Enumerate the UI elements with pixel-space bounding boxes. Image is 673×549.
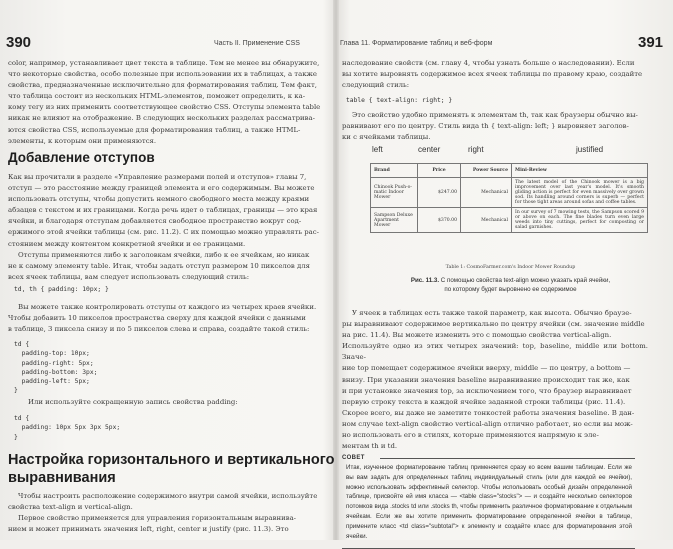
heading-line: выравнивания xyxy=(8,469,116,486)
table-cell: Mechanical xyxy=(461,208,512,233)
text-line: наследование свойств (см. главу 4, чтобы узнать больше о наследовании). Если xyxy=(342,59,635,67)
right-para2 xyxy=(342,110,648,143)
label-right: right xyxy=(468,145,484,154)
label-center: center xyxy=(418,145,441,154)
text-line: ки с ячейками таблицы. xyxy=(342,133,431,142)
heading-line: Настройка горизонтального и вертикального xyxy=(8,452,335,468)
text-line: что таблица состоит из нескольких HTML-элементов, поможет определить, к ка- xyxy=(8,92,306,101)
text-line: элементы, к которым они применяются. xyxy=(8,136,157,145)
table-row xyxy=(371,178,648,208)
left-header xyxy=(6,34,31,52)
text-line: отступ — это расстояние между границей элемента и его содержимым. Вы можете xyxy=(8,184,315,193)
table-cell: Chinook Push-o-matic Indoor Mower xyxy=(371,178,418,208)
tip-label: СОВЕТ xyxy=(342,455,365,461)
left-para3 xyxy=(8,302,325,335)
text-line: ном случае text-align свойство vertical-align отлично работает, но если вы мож- xyxy=(342,419,633,428)
text-line: что некоторые свойства, особо полезные при использовании их в таблицах, а также xyxy=(8,70,317,79)
text-line: Это свойство удобно применять к элементам th, так как браузеры обычно вы- xyxy=(352,111,638,119)
table-header: Price xyxy=(418,164,461,178)
text-line: никак не влияют на отображение. В следующих нескольких разделах рассматрива- xyxy=(8,114,315,123)
label-left: left xyxy=(372,145,383,154)
right-running-head: Глава 11. Форматирование таблиц и веб-форм xyxy=(340,40,493,47)
right-intro xyxy=(342,58,648,91)
text-line: Первое свойство применяется для управления горизонтальным выравнива- xyxy=(18,514,297,523)
left-running-head: Часть II. Применение CSS xyxy=(214,40,300,47)
table-header-row xyxy=(371,164,648,178)
text-line: Чтобы добавить 10 пикселов пространства сверху для каждой ячейки с данными xyxy=(8,314,306,323)
figure-number: Рис. 11.3. xyxy=(410,277,440,284)
text-line: но использовать его в стилях, которые применяются напрямую к эле- xyxy=(342,431,599,440)
text-line: ячейки, и благодаря отступам добавляется свободное пространство вокруг сод- xyxy=(8,217,302,226)
text-line: ются свойства CSS, используемые для форматирования таблиц, а также HTML- xyxy=(8,125,301,134)
caption-line: по которому будет выровнено ее содержимое xyxy=(444,285,577,293)
text-line: внизу. При указании значения baseline выравнивание происходит так же, как xyxy=(342,375,630,384)
text-line: свойства, предназначенные исключительно для форматирования таблиц. Тем факт, xyxy=(8,81,317,90)
left-para4 xyxy=(18,397,318,408)
code-sample-right: table { text-align: right; } xyxy=(346,97,453,104)
right-para3 xyxy=(342,308,648,452)
figure-alignment-labels xyxy=(358,145,663,157)
table-cell: Mechanical xyxy=(461,178,512,208)
table-header: Power Source xyxy=(461,164,512,178)
figure-11-3 xyxy=(358,145,663,293)
text-line: абзацев с текстом и их границами. Когда речь идет о таблицах, границы — это края xyxy=(8,206,318,215)
right-page-number: 391 xyxy=(638,34,664,51)
table-row xyxy=(371,208,648,233)
right-page xyxy=(338,0,673,540)
text-line: ры выравнивают содержимое вертикально по центру ячейки (см. значение middle xyxy=(342,320,645,329)
text-line: в таблице, 3 пиксела снизу и по 5 пикселов слева и справа, создайте такой стиль: xyxy=(8,325,310,334)
label-justified: justified xyxy=(576,145,604,154)
text-line: Или используйте сокращенную запись свойства padding: xyxy=(28,398,238,406)
text-line: первую строку текста в каждой ячейке заданной строки таблицы (рис. 11.4). xyxy=(342,397,626,406)
table-cell: $247.00 xyxy=(418,178,461,208)
left-section1-text xyxy=(8,172,325,283)
text-line: кому тегу из них применить соответствующее свойство CSS. Отступы элемента table xyxy=(8,103,321,112)
section-heading-padding: Добавление отступов xyxy=(8,150,155,165)
left-intro xyxy=(8,58,325,147)
table-header: Mini-Review xyxy=(512,164,648,178)
figure-caption xyxy=(358,277,663,294)
code-sample-3: td { padding: 10px 5px 3px 5px; } xyxy=(14,415,121,441)
text-line: Скорее всего, вы даже не заметите тонкостей работы значения baseline. В дан- xyxy=(342,408,635,417)
text-line: нием и может принимать значения left, right, center и justify (рис. 11.3). Это xyxy=(8,525,289,534)
text-line: color, например, устанавливает цвет текста в таблице. Тем не менее вы обнаружите, xyxy=(8,59,320,67)
text-line: ержимого этой ячейки таблицы (см. рис. 11.2). С их помощью можно управлять рас- xyxy=(8,228,319,237)
text-line: не к самому элементу table. Итак, чтобы задать отступ размером 10 пикселов для xyxy=(8,261,310,270)
text-line: ментам th и td. xyxy=(342,442,398,451)
text-line: вы хотите выровнять содержимое всех ячеек таблицы по правому краю, создайте xyxy=(342,70,643,79)
right-header xyxy=(638,34,663,52)
tip-text: Итак, изученное форматирование таблиц применяется сразу ко всем вашим таблицам. Если же вы вам задать для определенных таблиц индивидуальный стиль (или для каждой ее ячейки), можно использовать эффективный селектор. Чтобы использовать особый дизайн определенной таблице, присвойте ей имя класса — <table class="stocks"> — и создайте несколько селекторов потомков вида .stocks td или .stocks th, чтобы применить различное форматирование к отдельным ячейкам. Если же вы хотите применить форматирование определенной ячейки в таблице, примените класс <td class="subtotal"> к элементу и создайте класс для форматирования этой ячейки. xyxy=(346,464,632,540)
code-sample-1: td, th { padding: 10px; } xyxy=(14,286,109,293)
text-line: равнивают его по центру. Стиль вида th { text-align: left; } выровняет заголов- xyxy=(342,122,629,131)
caption-line: С помощью свойства text-align можно указать край ячейки, xyxy=(440,277,611,284)
text-line: и при установке значения top, за исключением того, что браузер выравнивает xyxy=(342,386,632,395)
text-line: Вы можете также контролировать отступы от каждого из четырех краев ячейки. xyxy=(18,303,317,311)
tip-rule-top xyxy=(380,458,635,459)
table-cell: The latest model of the Chinook mower is a big improvement over last year's model. It's smooth gliding action is perfect for even massively over grown sod. Its handling around corners is superb — perfect for those tight areas around sofas and coffee tables. xyxy=(512,178,648,208)
text-line: Чтобы настроить расположение содержимого внутри самой ячейки, используйте xyxy=(18,492,318,500)
table-cell: In our survey of 7 mowing tests, the Sampson scored 9 or above on each. The fine blades turn even large weeds into tiny cuttings, perfect for composting or salad garnishes. xyxy=(512,208,648,233)
section-heading-alignment xyxy=(8,452,334,487)
text-line: Как вы прочитали в разделе «Управление размерами полей и отступов» главы 7, xyxy=(8,173,307,181)
left-page xyxy=(0,0,335,540)
text-line: следующий стиль: xyxy=(342,81,410,90)
mower-table xyxy=(370,163,648,233)
text-line: на рис. 11.4). Вы можете изменить это с помощью свойства vertical-align. xyxy=(342,331,612,340)
text-line: Используйте одно из этих четырех значений: top, baseline, middle или bottom. Значе- xyxy=(342,342,648,362)
text-line: ние top помещает содержимое ячейки вверху, middle — по центру, а bottom — xyxy=(342,364,631,373)
table-header: Brand xyxy=(371,164,418,178)
text-line: всех ячеек таблицы, вам следует использовать следующий стиль: xyxy=(8,272,250,281)
table-caption: Table 1: CosmoFarmer.com's Indoor Mower Roundup xyxy=(445,265,576,270)
text-line: Отступы применяются либо к заголовкам ячейки, либо к ее ячейкам, но никак xyxy=(18,250,310,259)
text-line: стоянием между контентом конкретной ячейки и ее границами. xyxy=(8,239,246,248)
table-cell: $370.00 xyxy=(418,208,461,233)
table-cell: Sampson Deluxe Apartment Mower xyxy=(371,208,418,233)
code-sample-2: td { padding-top: 10px; padding-right: 5px; padding-bottom: 3px; padding-left: 5px; } xyxy=(14,341,98,395)
text-line: использовать отступы, чтобы допустить немного свободного места между краями xyxy=(8,195,310,204)
left-page-number: 390 xyxy=(6,34,32,51)
text-line: У ячеек в таблицах есть также такой параметр, как высота. Обычно браузе- xyxy=(352,309,632,317)
text-line: свойства text-align и vertical-align. xyxy=(8,503,133,512)
left-section2-text xyxy=(8,491,325,535)
